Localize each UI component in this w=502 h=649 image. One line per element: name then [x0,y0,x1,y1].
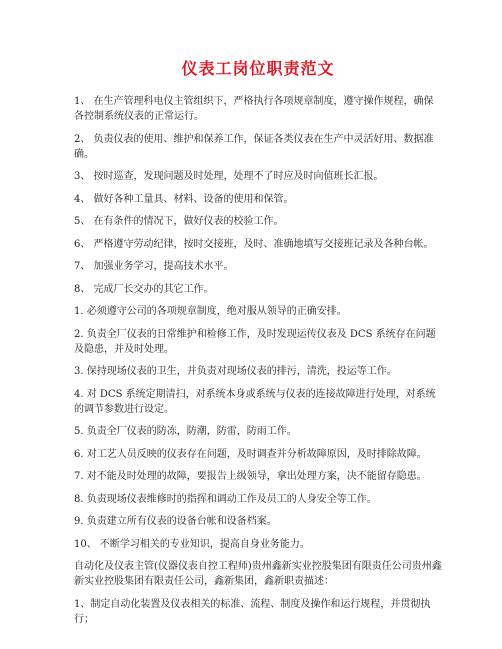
paragraph: 8. 负责现场仪表维修时的指挥和调动工作及员工的人身安全等工作。 [74,493,377,505]
paragraph: 5. 负责全厂仪表的防冻，防潮，防雷，防雨工作。 [74,426,297,437]
paragraph: 8、 完成厂长交办的其它工作。 [74,283,214,295]
paragraph: 5、 在有条件的情况下，做好仪表的校验工作。 [74,216,284,227]
document-title: 仪表工岗位职责范文 [181,59,335,78]
paragraph: 7、 加强业务学习，提高技术水平。 [74,261,234,272]
paragraph: 6、 严格遵守劳动纪律，按时交接班，及时、准确地填写交接班记录及各种台帐。 [74,238,434,250]
paragraph: 10、 不断学习相关的专业知识，提高自身业务能力。 [74,538,310,550]
paragraph: 4. 对 DCS 系统定期清扫，对系统本身或系统与仪表的连接故障进行处理，对系统的调节参数进行设定。 [74,388,436,415]
paragraph: 6. 对工艺人员反映的仪表存在问题，及时调查并分析故障原因，及时排除故障。 [74,448,427,460]
paragraph: 4、 做好各种工量具、材料、设备的使用和保管。 [74,193,294,205]
paragraph: 7. 对不能及时处理的故障，要报告上级领导，拿出处理方案，决不能留存隐患。 [74,471,427,482]
paragraph: 1. 必须遵守公司的各项规章制度，绝对服从领导的正确安排。 [74,306,347,317]
paragraph: 自动化及仪表主管(仪器仪表自控工程师)贵州鑫新实业控股集团有限责任公司贵州鑫新实业控股集团有限责任公司，鑫新集团，鑫新职责描述： [74,561,442,587]
paragraph: 9. 负责建立所有仪表的设备台帐和设备档案。 [74,516,277,527]
paragraph: 2. 负责全厂仪表的日常维护和检修工作，及时发现运传仪表及 DCS 系统存在问题及隐患，并及时处理。 [74,328,436,355]
paragraph: 2、 负责仪表的使用、维护和保养工作，保证各类仪表在生产中灵活好用、数据准确。 [74,133,434,160]
paragraph: 3. 保持现场仪表的卫生，并负责对现场仪表的排污，清洗，投运等工作。 [74,366,397,377]
paragraph: 3、 按时巡查，发现问题及时处理，处理不了时应及时向值班长汇报。 [74,171,384,182]
paragraph: 1、制定自动化装置及仪表相关的标准、流程、制度及操作和运行规程，并贯彻执行； [74,598,431,625]
document-body [74,94,442,627]
paragraph: 1、 在生产管理科电仪主管组织下，严格执行各项规章制度，遵守操作规程，确保各控制系统仪表的正常运行。 [74,96,434,122]
